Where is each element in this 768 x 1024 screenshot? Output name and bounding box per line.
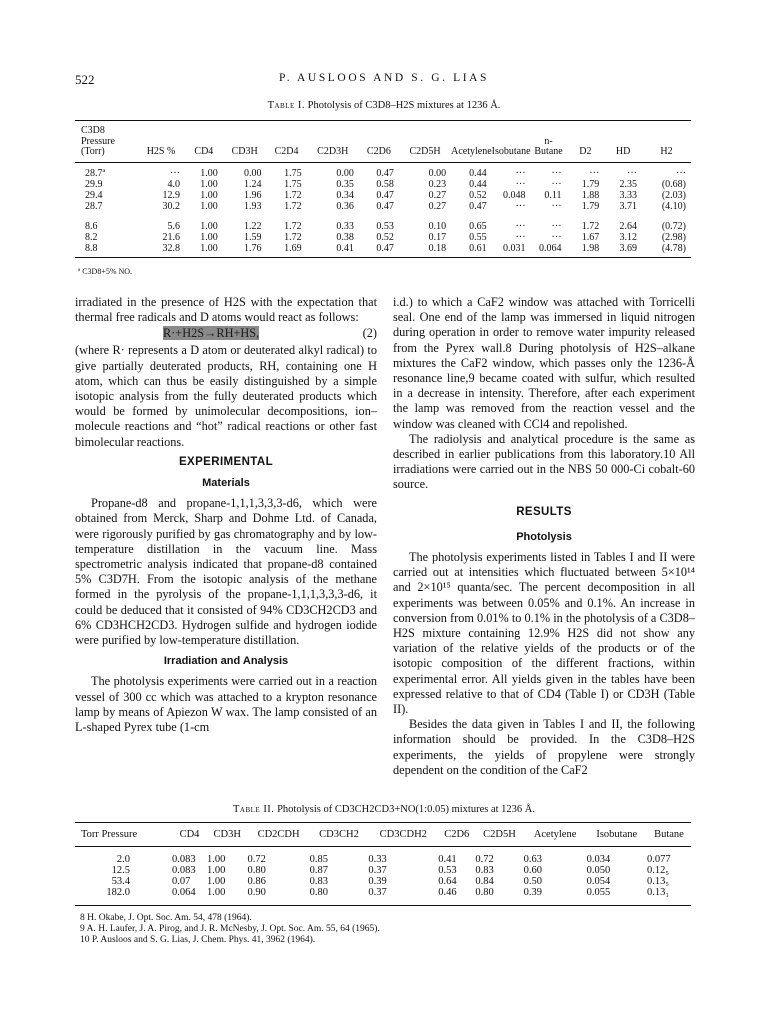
table-cell: 1.98 xyxy=(581,242,600,254)
table-cell: 0.031 xyxy=(503,242,526,254)
table-cell: 1.00 xyxy=(200,200,218,212)
paragraph: The photolysis experiments listed in Tables I and II were carried out at intensities which fluctuated between 5×10¹⁴ and 2×10¹⁵ quanta/sec. The percent decomposition in all experiments was between 0.05% and 0.1%. An increase in conversion from 0.01% to 0.1% in the photolysis of a C3D8–H2S mixture containing 12.9% H2S did not show any variation of the relative yields of the products or of the isotopic composition of the different fractions, within experimental error. All yields given in the tables have been expressed relative to that of CD4 (Table I) or CD3H (Table II). xyxy=(393,550,695,717)
table-cell: 0.61 xyxy=(469,242,487,254)
table-cell: 0.86 xyxy=(247,876,266,887)
table-cell: ··· xyxy=(170,167,180,179)
paragraph: The radiolysis and analytical procedure is the same as described in earlier publications from this laboratory.10 All irradiations were carried out in the NBS 50 000-Ci cobalt-60 source. xyxy=(393,431,695,492)
equation xyxy=(75,325,377,343)
table2-col-header: Butane xyxy=(654,829,684,840)
table-cell: (0.68) xyxy=(661,178,686,190)
table1-col-header: D2 xyxy=(579,146,592,157)
table-cell: 1.00 xyxy=(200,220,218,232)
table-cell: 29.9 xyxy=(85,178,103,190)
table-row xyxy=(75,216,691,232)
table-cell: ··· xyxy=(515,200,526,212)
table-cell: 0.44 xyxy=(469,167,487,179)
table-cell: 0.034 xyxy=(586,854,611,865)
table-cell: 0.85 xyxy=(309,854,329,865)
table-cell: 0.050 xyxy=(586,865,611,876)
section-heading-results: RESULTS xyxy=(516,505,572,518)
table2-col-header: Isobutane xyxy=(596,829,638,840)
table1-col-header: n-Butane xyxy=(534,135,563,157)
table-cell: 182.0 xyxy=(106,887,131,898)
table-cell: 1.72 xyxy=(284,220,302,232)
table1-col-header: CD4 xyxy=(194,146,214,157)
table-cell: 0.27 xyxy=(428,200,447,212)
table-row xyxy=(75,876,691,887)
table-cell: 1.59 xyxy=(244,231,262,243)
table-cell: 8.8 xyxy=(85,242,98,254)
table-cell: 8.2 xyxy=(85,231,98,243)
table2-label: Table II. xyxy=(233,804,275,815)
table1-caption-text: Photolysis of C3D8–H2S mixtures at 1236 Å. xyxy=(307,100,501,111)
table-cell: 0.39 xyxy=(523,887,542,898)
paragraph: The photolysis experiments were carried out in a reaction vessel of 300 cc which was attached to a krypton resonance lamp by means of Apiezon W wax. The lamp consisted of an L-shaped Pyrex tube (1-cm xyxy=(75,674,377,735)
table-cell: 0.39 xyxy=(368,876,387,887)
table-cell: 0.47 xyxy=(469,200,487,212)
table-cell: 0.18 xyxy=(428,242,447,254)
table1-header-row xyxy=(75,121,691,163)
table-cell: 1.00 xyxy=(206,865,226,876)
table-cell: 0.52 xyxy=(376,231,394,243)
table-cell: 4.0 xyxy=(167,178,180,190)
table-cell: ··· xyxy=(515,231,526,243)
table-cell: 1.72 xyxy=(284,231,302,243)
table-row xyxy=(75,201,691,216)
paragraph: Propane-d8 and propane-1,1,1,3,3,3-d6, which were obtained from Merck, Sharp and Dohme Ltd. of Canada, were rigorously purified by gas chromatography and by low-temperature distillation in the vacuum line. Mass spectrometric analysis indicated that propane-d8 contained 5% C3D7H. From the isotopic analysis of the methane formed in the pyrolysis of the propane-1,1,1,3,3,3-d6, it could be deduced that it consisted of 94% CD3CH2CD3 and 6% CD3HCH2CD3. Hydrogen sulfide and hydrogen iodide were purified by low-temperature distillation. xyxy=(75,496,377,648)
table-cell: 0.80 xyxy=(309,887,329,898)
table-cell: 1.22 xyxy=(244,220,262,232)
table-cell: (2.98) xyxy=(661,231,686,243)
table-cell: 0.87 xyxy=(309,865,329,876)
table1-col-header: HD xyxy=(615,146,631,157)
table-cell: 0.00 xyxy=(244,167,262,179)
table-cell: 0.47 xyxy=(376,200,394,212)
table-cell: 5.6 xyxy=(167,220,180,232)
table-cell: 1.67 xyxy=(581,231,600,243)
table2-col-header: CD3CDH2 xyxy=(379,829,427,840)
table1-col-header: Isobutane xyxy=(491,146,531,157)
table-cell: 2.0 xyxy=(116,854,131,865)
table-cell: 1.96 xyxy=(244,189,262,201)
table-cell: 0.077 xyxy=(646,854,671,865)
table-cell: 1.24 xyxy=(244,178,262,190)
table-cell: 0.00 xyxy=(336,167,354,179)
table-cell: ··· xyxy=(676,167,686,179)
reference-item: 8 H. Okabe, J. Opt. Soc. Am. 54, 478 (1964). xyxy=(80,913,252,923)
table-cell: 32.8 xyxy=(162,242,180,254)
table-cell: 0.34 xyxy=(336,189,354,201)
table-cell: 1.75 xyxy=(284,178,302,190)
table-cell: 1.00 xyxy=(200,231,218,243)
reference-item: 9 A. H. Laufer, J. A. Pirog, and J. R. McNesby, J. Opt. Soc. Am. 55, 64 (1965). xyxy=(80,924,380,934)
table-cell: 0.37 xyxy=(368,887,387,898)
table-cell: 1.00 xyxy=(200,167,218,179)
table-cell: 0.65 xyxy=(469,220,487,232)
table-cell: 0.064 xyxy=(172,887,196,898)
table-cell: 0.47 xyxy=(376,189,394,201)
table2-col-header: CD4 xyxy=(179,829,200,840)
table-cell: 0.50 xyxy=(523,876,542,887)
table-row xyxy=(75,847,691,866)
table-cell: 8.6 xyxy=(85,220,98,232)
table-cell: 1.00 xyxy=(206,854,226,865)
table-cell: 0.47 xyxy=(376,167,394,179)
table-cell: 2.64 xyxy=(619,220,638,232)
table-cell: ··· xyxy=(551,220,562,232)
table1-col-header: C2D3H xyxy=(317,146,349,157)
table-cell: (0.72) xyxy=(661,220,686,232)
table-cell: 12.5 xyxy=(111,865,131,876)
table2-col-header: C2D6 xyxy=(444,829,470,840)
table-cell: 0.055 xyxy=(586,887,611,898)
table-cell: 0.11 xyxy=(544,189,562,201)
table-cell: 3.12 xyxy=(619,231,638,243)
table-cell: 1.75 xyxy=(284,167,302,179)
table-cell: 0.47 xyxy=(376,242,394,254)
table2-col-header: CD3CH2 xyxy=(319,829,359,840)
paragraph: irradiated in the presence of H2S with the expectation that thermal free radicals and D atoms would react as follows: xyxy=(75,295,377,325)
table-cell: 0.46 xyxy=(438,887,457,898)
table-cell: 0.80 xyxy=(475,887,494,898)
table-cell: 0.83 xyxy=(309,876,329,887)
table-cell: 1.79 xyxy=(581,178,600,190)
table1-col-header: H2 xyxy=(660,146,673,157)
table-cell: 3.71 xyxy=(619,200,638,212)
references xyxy=(80,913,380,946)
equation-formula: R·+H2S→RH+HS, xyxy=(163,326,260,341)
table-cell: ··· xyxy=(551,178,562,190)
table-cell: 0.10 xyxy=(428,220,447,232)
table-cell: 29.4 xyxy=(85,189,103,201)
table-cell: ··· xyxy=(515,178,526,190)
table-cell: 0.083 xyxy=(172,854,196,865)
table-cell: 3.33 xyxy=(619,189,638,201)
table1-col-header: H2S % xyxy=(146,146,176,157)
table-row xyxy=(75,865,691,876)
table-cell: 0.083 xyxy=(172,865,196,876)
table-cell: 0.36 xyxy=(336,200,354,212)
table2-caption xyxy=(0,804,768,815)
table-cell: 1.79 xyxy=(581,200,600,212)
table-cell: 0.12₅ xyxy=(646,865,669,876)
table1-label: Table I. xyxy=(267,100,305,111)
table-cell: 0.53 xyxy=(376,220,394,232)
table-cell: 1.00 xyxy=(200,189,218,201)
subsection-heading-photolysis: Photolysis xyxy=(516,530,572,543)
table-cell: 53.4 xyxy=(111,876,131,887)
table2-col-header: CD3H xyxy=(213,829,241,840)
table-cell: 1.72 xyxy=(284,200,302,212)
table-cell: 3.69 xyxy=(619,242,638,254)
table-cell: 0.07 xyxy=(172,876,191,887)
table-cell: 0.37 xyxy=(368,865,387,876)
table-cell: 0.60 xyxy=(523,865,542,876)
table1-caption xyxy=(0,100,768,111)
table-cell: ··· xyxy=(515,220,526,232)
table-row xyxy=(75,162,691,179)
table-cell: 12.9 xyxy=(162,189,180,201)
table-cell: 0.048 xyxy=(503,189,526,201)
subsection-heading-materials: Materials xyxy=(202,477,250,490)
right-column xyxy=(393,295,695,778)
subsection-heading-irradiation: Irradiation and Analysis xyxy=(163,655,289,668)
table-cell: 1.00 xyxy=(206,887,226,898)
table-cell: (4.78) xyxy=(661,242,686,254)
table1-col-header: C2D5H xyxy=(409,146,441,157)
table1-col-header: CD3H xyxy=(231,146,258,157)
section-heading-experimental: EXPERIMENTAL xyxy=(178,455,274,468)
table-cell: 1.00 xyxy=(206,876,226,887)
table-cell: 1.00 xyxy=(200,242,218,254)
table-cell: ··· xyxy=(627,167,638,179)
paragraph: (where R· represents a D atom or deuterated alkyl radical) to give partially deuterated products, RH, containing one H atom, which can thus be easily distinguished by a simple isotopic analysis from the fully deuterated products which would be formed by unimolecular decompositions, ion–molecule reactions and “hot” radical reactions or other fast bimolecular reactions. xyxy=(75,343,377,449)
table2-col-header: CD2CDH xyxy=(257,829,300,840)
table-cell: 1.69 xyxy=(284,242,302,254)
table-cell: 0.72 xyxy=(247,854,266,865)
table-cell: 2.35 xyxy=(619,178,638,190)
paragraph: i.d.) to which a CaF2 window was attached with Torricelli seal. One end of the lamp was immersed in liquid nitrogen during operation in order to remove water impurity released from the Pyrex wall.8 During photolysis of H2S–alkane mixtures the CaF2 window, which passes only the 1236-Å resonance line,9 became coated with sulfur, which resulted in a decrease in intensity. Therefore, after each experiment the lamp was removed from the reaction vessel and the window was cleaned with CCl4 and repolished. xyxy=(393,295,695,431)
table-cell: 0.90 xyxy=(247,887,266,898)
table-cell: 0.84 xyxy=(475,876,494,887)
table1-footnote: ª C3D8+5% NO. xyxy=(78,267,133,276)
table-cell: 0.38 xyxy=(336,231,354,243)
table-cell: 0.53 xyxy=(438,865,457,876)
table-cell: 0.80 xyxy=(247,865,266,876)
table-cell: 1.00 xyxy=(200,178,218,190)
table-cell: 0.64 xyxy=(438,876,457,887)
table-cell: 0.33 xyxy=(336,220,354,232)
table-cell: ··· xyxy=(551,167,562,179)
table-row xyxy=(75,887,691,906)
left-column xyxy=(75,295,377,735)
equation-number: (2) xyxy=(362,326,377,341)
table-cell: 0.13₅ xyxy=(646,876,669,887)
table-cell: 0.55 xyxy=(469,231,487,243)
table-cell: ··· xyxy=(551,231,562,243)
table-cell: 0.35 xyxy=(336,178,354,190)
table-cell: 28.7 xyxy=(85,200,103,212)
table-cell: 0.63 xyxy=(523,854,542,865)
table-cell: 0.44 xyxy=(469,178,487,190)
table2-header-row xyxy=(75,823,691,847)
table-cell: 0.33 xyxy=(368,854,387,865)
table-cell: 0.054 xyxy=(586,876,611,887)
table-row xyxy=(75,190,691,201)
running-title: P. AUSLOOS AND S. G. LIAS xyxy=(278,72,490,84)
table-cell: 0.27 xyxy=(428,189,447,201)
table-cell: ··· xyxy=(551,200,562,212)
table-cell: 30.2 xyxy=(162,200,180,212)
table2-caption-text: Photolysis of CD3CH2CD3+NO(1:0.05) mixtures at 1236 Å. xyxy=(277,804,535,815)
table-cell: 0.41 xyxy=(438,854,457,865)
table1-col-header: C2D6 xyxy=(366,146,391,157)
table-cell: 0.83 xyxy=(475,865,494,876)
reference-item: 10 P. Ausloos and S. G. Lias, J. Chem. Phys. 41, 3962 (1964). xyxy=(80,935,316,945)
paragraph: Besides the data given in Tables I and II, the following information should be provided. In the C3D8–H2S experiments, the yields of propylene were strongly dependent on the condition of the CaF2 xyxy=(393,717,695,777)
table-row xyxy=(75,179,691,190)
table2 xyxy=(75,822,691,906)
table2-col-header: Acetylene xyxy=(533,829,577,840)
table-cell: ··· xyxy=(589,167,600,179)
table-row xyxy=(75,232,691,243)
table-cell: 0.23 xyxy=(428,178,447,190)
table2-col-header: C2D5H xyxy=(483,829,516,840)
table-cell: (4.10) xyxy=(661,200,686,212)
table-cell: 0.17 xyxy=(428,231,447,243)
table-row xyxy=(75,243,691,258)
table-cell: 0.41 xyxy=(336,242,354,254)
table-cell: (2.03) xyxy=(661,189,686,201)
table-cell: 0.52 xyxy=(469,189,487,201)
table-cell: 0.00 xyxy=(428,167,447,179)
table1-col-header: C3D8 Pressure (Torr) xyxy=(81,125,115,157)
table-cell: 0.064 xyxy=(539,242,562,254)
table-cell: 21.6 xyxy=(162,231,180,243)
table1 xyxy=(75,120,691,258)
table-cell: 0.13₁ xyxy=(646,887,669,898)
table-cell: 0.72 xyxy=(475,854,494,865)
table-cell: 1.76 xyxy=(244,242,262,254)
table-cell: 0.58 xyxy=(376,178,394,190)
table-cell: 1.72 xyxy=(284,189,302,201)
page-number: 522 xyxy=(75,72,95,87)
table-cell: 1.93 xyxy=(244,200,262,212)
table1-col-header: Acetylene xyxy=(451,146,492,157)
table-cell: ··· xyxy=(515,167,526,179)
table-cell: 1.72 xyxy=(581,220,600,232)
table-cell: 1.88 xyxy=(581,189,600,201)
table2-col-header: Torr Pressure xyxy=(81,829,138,840)
table1-col-header: C2D4 xyxy=(274,146,299,157)
table-cell: 28.7ª xyxy=(85,167,106,179)
